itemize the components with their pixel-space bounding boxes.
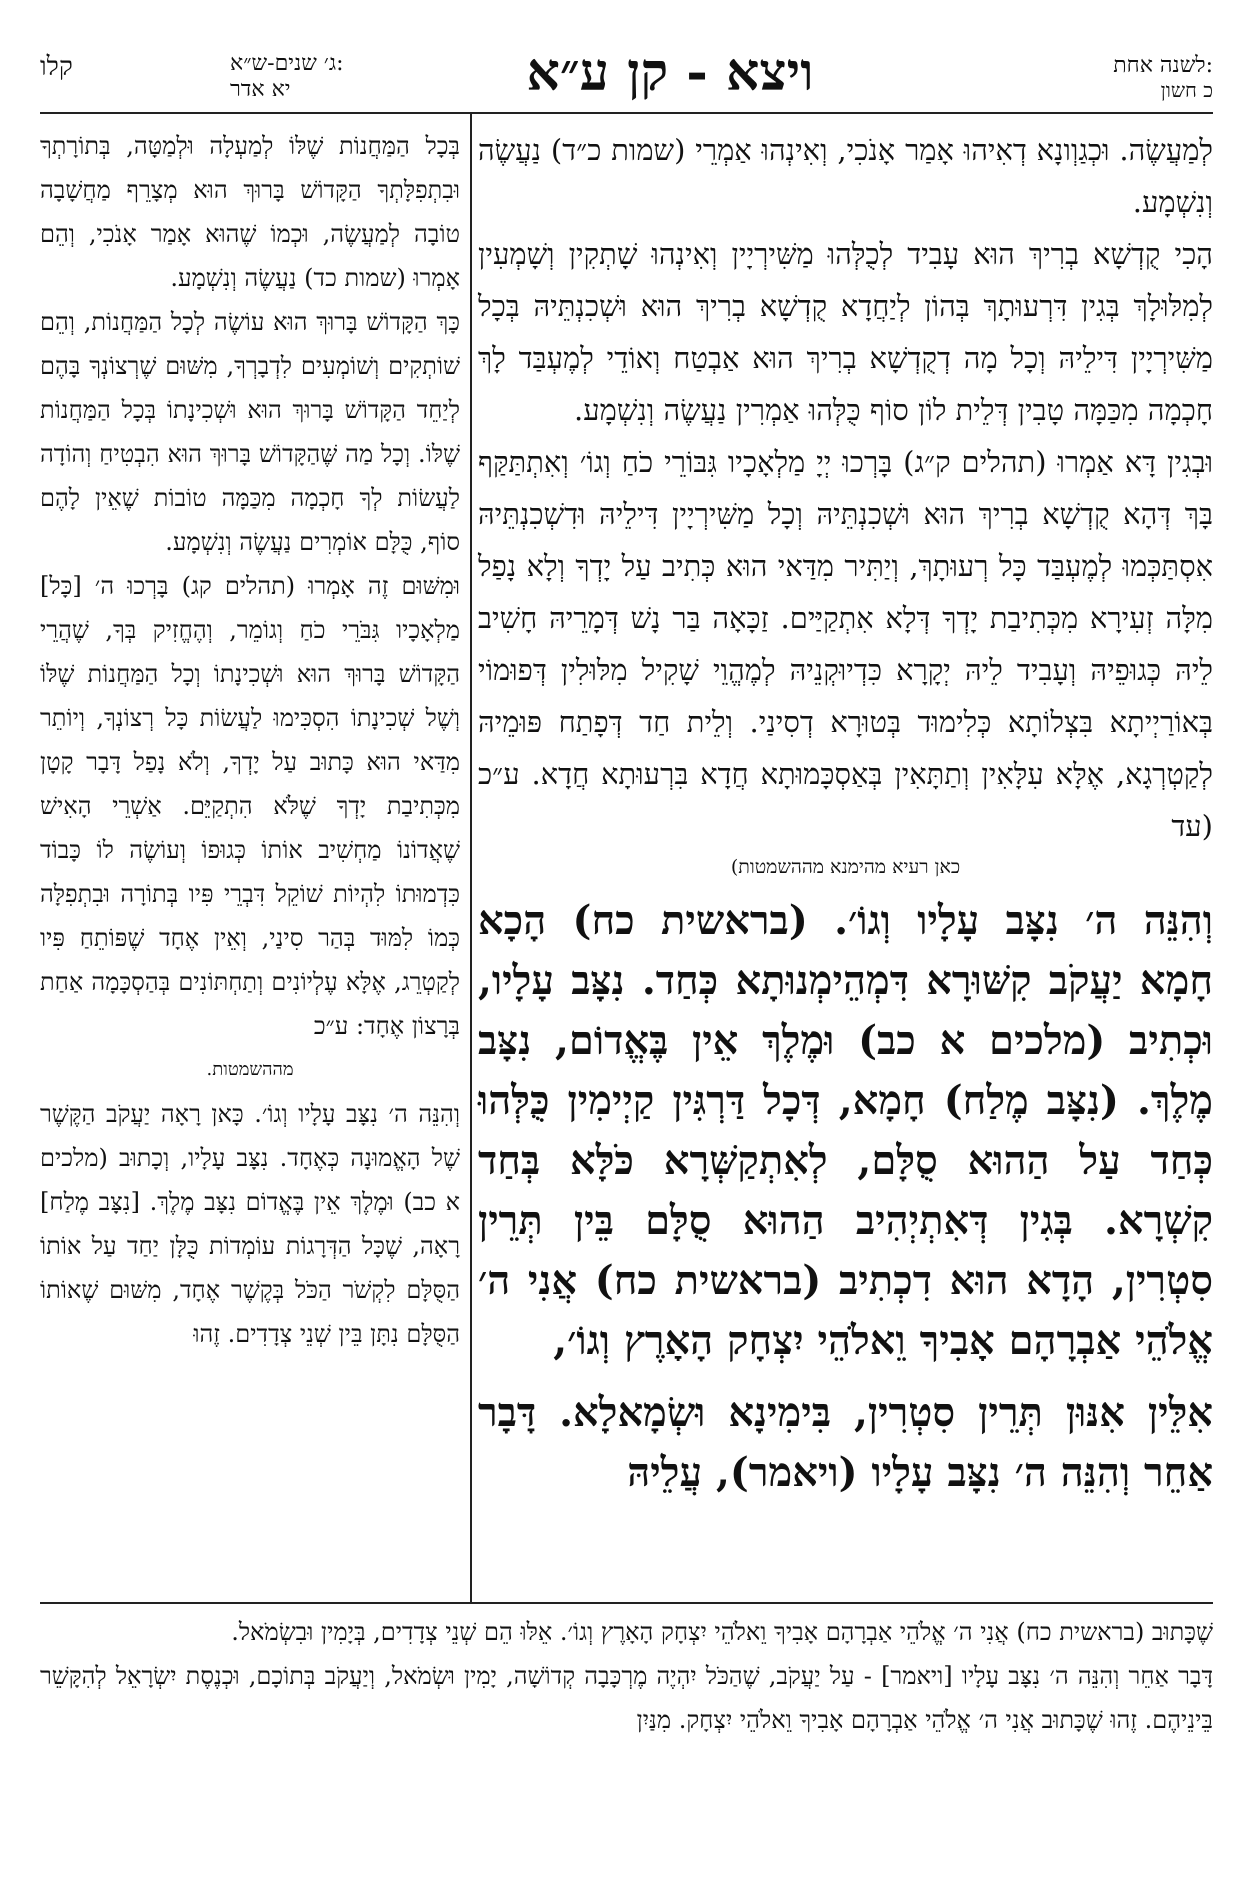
page-title: ויצא - קן ע״א [526,42,814,103]
page-number: קלו [40,52,73,82]
main-paragraph-1: לְמַעֲשֶׂה. וּכְגַוְונָא דְאִיהוּ אָמַר אָנֹכִי, וְאִינְהוּ אַמְרֵי (שמות כ״ד) נַעֲשֶׂה וְנִשְׁמָע. [478,133,1213,219]
main-paragraph-3: וּבְגִין דָּא אַמְרוּ (תהלים ק״ג) בָּרְכוּ יְיָ מַלְאָכָיו גִּבּוֹרֵי כֹחַ וְגוֹ׳ וְאִתְתַּקַּף בָּךְ דְּהָא קֻדְשָׁא בְרִיךְ הוּא וּשְׁכִנְתֵּיהּ וְכָל מַשִּׁירְיָין דִּילֵיהּ וּדִשְׁכִנְתֵּיהּ אִסְתַּכְּמוּ לְמֶעְבַּד כָּל רְעוּתָךְ, וְיַתִּיר מִדַּאי הוּא כְּתִיב עַל יָדְךָ וְלָא נָפַל מִלָּה זְעִירָא מִכְּתִיבַת יָדְךָ דְּלָא אִתְקַיַּים. זַכָּאָה בַּר נָשׁ דְּמָרֵיהּ חָשִׁיב לֵיהּ כְּגוּפֵיהּ וְעָבִיד לֵיהּ יְקָרָא כִּדְיוּקְנֵיהּ לְמֶהֱוֵי שָׁקִיל מִלּוּלִין דְּפוּמוֹי בְּאוֹרַיְיתָא בִּצְלוֹתָא כְּלִימוּד בְּטוּרָא דְסִינַי. וְלֵית חַד דְּפָתַח פּוּמֵיהּ לְקַטְרְגָא, אֶלָּא עִלָּאִין וְתַתָּאִין בְּאַסְכָּמוּתָא חֲדָא בִּרְעוּתָא חֲדָא. ע״כ (עד [478,445,1214,843]
header-right-line1: לשנה אחת: [1113,53,1213,78]
side-paragraph-2: כָּךְ הַקָּדוֹשׁ בָּרוּךְ הוּא עוֹשֶׂה לְכָל הַמַּחֲנוֹת, וְהֵם שׁוֹתְקִים וְשׁוֹמְעִים לִדְבָרְךָ, מִשּׁוּם שֶׁרְצוֹנְךָ בָּהֶם לְיַחֵד הַקָּדוֹשׁ בָּרוּךְ הוּא וּשְׁכִינָתוֹ בְּכָל הַמַּחֲנוֹת שֶׁלּוֹ. וְכָל מַה שֶּׁהַקָּדוֹשׁ בָּרוּךְ הוּא הִבְטִיחַ וְהוֹדָה לַעֲשׂוֹת לְךָ חָכְמָה מִכַּמָּה טוֹבוֹת שֶׁאֵין לָהֶם סוֹף, כֻּלָּם אוֹמְרִים נַעֲשֶׂה וְנִשְׁמָע. [40,308,460,556]
header-left-line2: יא אדר [230,77,291,102]
bottom-paragraph-2: דָּבָר אַחֵר וְהִנֵּה ה׳ נִצָּב עָלָיו [ויאמר] - עַל יַעֲקֹב, שֶׁהַכֹּל יִהְיֶה מֶרְכָּבָה קְדוֹשָׁה, יָמִין וּשְׂמֹאל, וְיַעֲקֹב בְּתוֹכָם, וּכְנֶסֶת יִשְׂרָאֵל לְהִקָּשֵׁר בֵּינֵיהֶם. זֶהוּ שֶׁכָּתוּב אֲנִי ה׳ אֱלֹהֵי אַבְרָהָם אָבִיךָ וֵאלֹהֵי יִצְחָק. מִנַּיִן [40,1662,1213,1734]
main-paragraph-5: אִלֵּין אִנּוּן תְּרֵין סִטְרִין, בִּימִינָא וּשְׂמָאלָא. דָּבָר אַחֵר וְהִנֵּה ה׳ נִצָּב עָלָיו (ויאמר), עֲלֵיהּ [478,1389,1213,1496]
header-right-info [1033,52,1213,103]
bottom-paragraph-1: שֶׁכָּתוּב (בראשית כח) אֲנִי ה׳ אֱלֹהֵי אַבְרָהָם אָבִיךָ וֵאלֹהֵי יִצְחָק הָאָרֶץ וְגוֹ׳. אֵלּוּ הֵם שְׁנֵי צְדָדִים, בְּיָמִין וּבִשְׂמֹאל. [231,1618,1213,1646]
bottom-text-block [40,1610,1213,1742]
side-paragraph-3: וּמִשּׁוּם זֶה אָמְרוּ (תהלים קג) בָּרְכוּ ה׳ [כָּל] מַלְאָכָיו גִּבֹּרֵי כֹחַ וְגוֹמֵר, וְהֶחֱזִיק בְּךָ, שֶׁהֲרֵי הַקָּדוֹשׁ בָּרוּךְ הוּא וּשְׁכִינָתוֹ וְכָל הַמַּחֲנוֹת שֶׁלּוֹ וְשֶׁל שְׁכִינָתוֹ הִסְכִּימוּ לַעֲשׂוֹת כָּל רְצוֹנְךָ, וְיוֹתֵר מִדַּאי הוּא כָּתוּב עַל יָדְךָ, וְלֹא נָפַל דָּבָר קָטָן מִכְּתִיבַת יָדְךָ שֶׁלֹּא הִתְקַיֵּם. אַשְׁרֵי הָאִישׁ שֶׁאֲדוֹנוֹ מַחְשִׁיב אוֹתוֹ כְּגוּפוֹ וְעוֹשֶׂה לוֹ כָּבוֹד כִּדְמוּתוֹ לִהְיוֹת שׁוֹקֵל דִּבְרֵי פִּיו בְּתוֹרָה וּבִתְפִלָּה כְּמוֹ לִמּוּד בְּהַר סִינַי, וְאֵין אֶחָד שֶׁפּוֹתֵחַ פִּיו לְקַטְרֵג, אֶלָּא עֶלְיוֹנִים וְתַחְתּוֹנִים בְּהַסְכָּמָה אַחַת בְּרָצוֹן אֶחָד: ע״כ [40,572,460,1040]
translation-column [40,124,460,1356]
column-divider [470,112,472,1602]
header-right-line2: כ חשון [1160,78,1213,102]
header-left-info [230,50,344,102]
main-paragraph-2: הָכִי קֻדְשָׁא בְרִיךְ הוּא עָבִיד לְכֻלְּהוּ מַשִּׁירְיָין וְאִינְהוּ שָׁתְקִין וְשָׁמְעִין לְמִלּוּלָךְ בְּגִין דִּרְעוּתָךְ בְּהוֹן לְיַחֲדָא קֻדְשָׁא בְרִיךְ הוּא וּשְׁכִנְתֵּיהּ בְּכָל מַשִּׁירְיָין דִּילֵיהּ וְכָל מָה דְקֻדְשָׁא בְרִיךְ הוּא אַבְטַח וְאוֹדֵי לְמֶעְבַּד לָךְ חָכְמָה מִכַּמָּה טָבִין דְּלֵית לוֹן סוֹף כֻּלְּהוּ אַמְרִין נַעֲשֶׂה וְנִשְׁמָע. [478,237,1213,427]
page-header [40,34,1213,114]
side-paragraph-4: וְהִנֵּה ה׳ נִצָּב עָלָיו וְגוֹ׳. כָּאן רָאָה יַעֲקֹב הַקֶּשֶׁר שֶׁל הָאֱמוּנָה כְּאֶחָד. נִצָּב עָלָיו, וְכָתוּב (מלכים א כב) וּמֶלֶךְ אֵין בֶּאֱדוֹם נִצָּב מֶלֶךְ. [נִצָּב מֶלַח] רָאָה, שֶׁכָּל הַדְּרָגוֹת עוֹמְדוֹת כֻּלָּן יַחַד עַל אוֹתוֹ הַסֻּלָּם לִקְשֹׁר הַכֹּל בְּקֶשֶׁר אֶחָד, מִשּׁוּם שֶׁאוֹתוֹ הַסֻּלָּם נִתָּן בֵּין שְׁנֵי צְדָדִים. זֶהוּ [40,1100,460,1348]
main-note: כאן רעיא מהימנא מההשמטות) [730,856,961,878]
side-note: מההשמטות. [206,1059,294,1080]
header-left-line1: ג׳ שנים-ש״א: [230,51,344,76]
side-paragraph-1: בְּכָל הַמַּחֲנוֹת שֶׁלּוֹ לְמַעְלָה וּלְמַטָּה, בְּתוֹרָתְךָ וּבִתְפִלָּתְךָ הַקָּדוֹשׁ בָּרוּךְ הוּא מְצָרֵף מַחֲשָׁבָה טוֹבָה לְמַעֲשֶׂה, וּכְמוֹ שֶׁהוּא אָמַר אָנֹכִי, וְהֵם אָמְרוּ (שמות כד) נַעֲשֶׂה וְנִשְׁמָע. [40,132,460,292]
bottom-divider [40,1602,1213,1604]
main-paragraph-4: וְהִנֵּה ה׳ נִצָּב עָלָיו וְגוֹ׳. (בראשית כח) הָכָא חָמָא יַעֲקֹב קִשּׁוּרָא דִּמְהֵימְנוּתָא כְּחַד. נִצָּב עָלָיו, וּכְתִיב (מלכים א כב) וּמֶלֶךְ אֵין בֶּאֱדוֹם, נִצָּב מֶלֶךְ. (נִצָּב מֶלַח) חָמָא, דְּכָל דַּרְגִּין קַיְימִין כֻּלְּהוּ כְּחַד עַל הַהוּא סֻלָּם, לְאִתְקַשְּׁרָא כֹּלָּא בְּחַד קִשְׁרָא. בְּגִין דְּאִתְיְהִיב הַהוּא סֻלָּם בֵּין תְּרֵין סִטְרִין, הָדָא הוּא דִכְתִיב (בראשית כח) אֲנִי ה׳ אֱלֹהֵי אַבְרָהָם אָבִיךָ וֵאלֹהֵי יִצְחָק הָאָרֶץ וְגוֹ׳, [478,897,1213,1364]
main-column [478,124,1213,1503]
